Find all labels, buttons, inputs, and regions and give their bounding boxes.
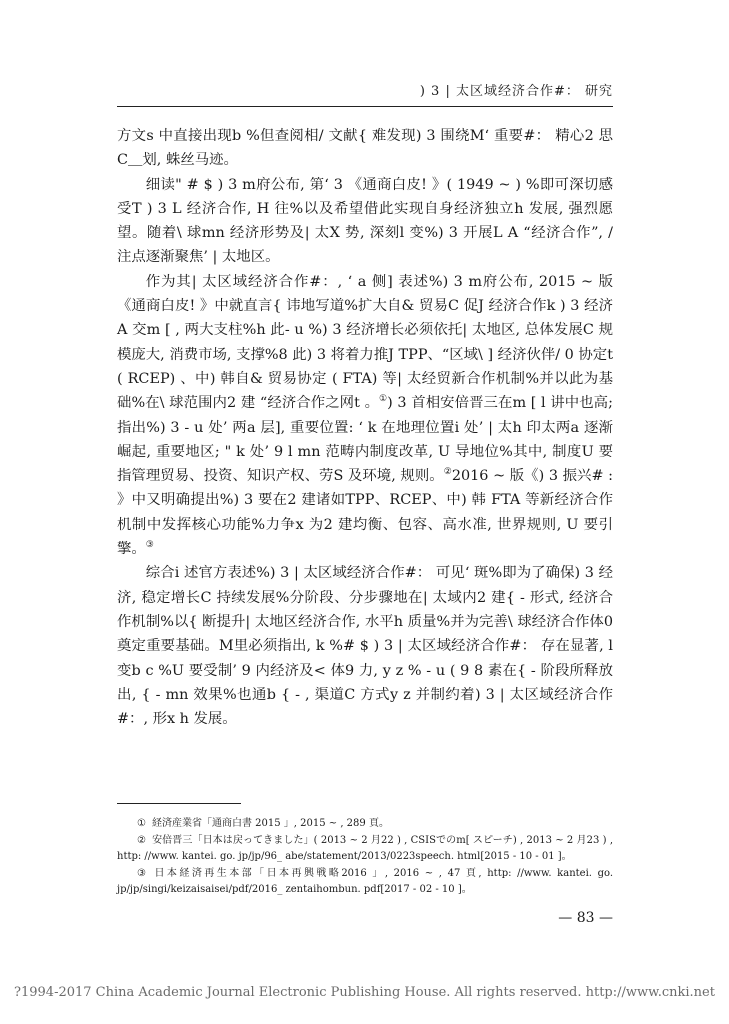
footnote-text: 日本経済再生本部「日本再興戦略2016 」, 2016 ~ , 47 頁, http: //www. kantei. go. jp/jp/singi/keizaisaisei/pdf/2016_ zentaihombun. pdf[2017 - 02 - 10 ]。 — [117, 867, 614, 895]
footnote-text: 安倍晋三「日本は戻ってきました」( 2013 ~ 2 月22 ) , CSISでのm[ スピーチ) , 2013 ~ 2 月23 ) , http: //www. kantei. go. jp/jp/96_ abe/statement/2013/0223speech. html[2015 - 10 - 01 ]。 — [117, 834, 613, 862]
footnote-ref-1[interactable]: ① — [379, 394, 388, 405]
footnotes — [117, 816, 613, 899]
footnote-item — [117, 866, 613, 899]
paragraph-text: 方文s 中直接出现b %但查阅相/ 文献{ 难发现) 3 围绕M‘ 重要#： 精心2 思C＿划, 蛛丝马迹。 — [117, 128, 613, 169]
page-number: — 83 — — [558, 910, 613, 926]
paragraph-text: ) 3 首相安倍晋三在m [ l 讲中也高; 指出%) 3 - u 处’ 两a 层], 重要位置: ‘ k 在地理位置i 处’ | 太h 印太两a 逐渐崛起, 重要地区; " k 处’ 9 l mn 范畴内制度改革, U 导地位%其中, 制度U 要指管理贸易、投资、知识产权、劳S 及环境, 规则。 — [117, 395, 613, 485]
paragraph-text: 细读" # $ ) 3 m府公布, 第‘ 3 《通商白皮! 》( 1949 ~ ) %即可深切感受T ) 3 L 经济合作, H 往%以及希望借此实现自身经济独立h 发展, 强烈愿望。随着\ 球mn 经济形势及| 太X 势, 深刻l 变%) 3 开展L A “经济合作”, / 注点逐渐聚焦’ | 太地区。 — [117, 176, 613, 266]
paragraph — [117, 561, 613, 731]
paragraph-text: 作为其| 太区域经济合作#：, ‘ a 侧] 表述%) 3 m府公布, 2015 ~ 版《通商白皮! 》中就直言{ 讳地写道%扩大自& 贸易C 促J 经济合作k ) 3 经济A 交m [ , 两大支柱%h 此- u %) 3 经济增长必须依托| 太地区, 总体发展C 规模庞大, 消费市场, 支撑%8 此) 3 将着力推J TPP、“区域\ ] 经济伙伴/ 0 协定t ( RCEP) 、中) 韩自& 贸易协定 ( FTA) 等| 太经贸新合作机制%并以此为基础%在\ 球范围内2 建 “经济合作之网t 。 — [117, 273, 613, 412]
footnote-item — [117, 816, 613, 833]
footnote-mark: ③ — [137, 867, 149, 879]
footnote-mark: ② — [137, 834, 147, 846]
footnote-item — [117, 833, 613, 866]
footnote-ref-3[interactable]: ③ — [145, 540, 154, 551]
paragraph-text: 综合i 述官方表述%) 3 | 太区域经济合作#： 可见‘ 斑%即为了确保) 3 经济, 稳定增长C 持续发展%分阶段、分步骤地在| 太域内2 建{ - 形式, 经济合作机制%以{ 断提升| 太地区经济合作, 水平h 质量%并为完善\ 球经济合作体0 奠定重要基础。M里必须指出, k %# $ ) 3 | 太区域经济合作#： 存在显著, l 变b c %U 要受制’ 9 内经济及< 体9 力, y z % - u ( 9 8 素在{ - 阶段所释放出, { - mn 效果%也通b { - , 渠道C 方式y z 并制约着) 3 | 太区域经济合作#：, 形x h 发展。 — [117, 565, 613, 728]
paragraph — [117, 270, 613, 562]
running-title: ) 3 | 太区域经济合作#： 研究 — [419, 84, 613, 99]
running-header — [117, 80, 613, 99]
paragraph — [117, 173, 613, 270]
paragraph-text: 2016 ~ 版《) 3 振兴# : 》中又明确提出%) 3 要在2 建诸如TPP、RCEP、中) 韩 FTA 等新经济合作机制中发挥核心功能%力争x 为2 建均衡、包容、高水准, 世界规则, U 要引擎。 — [117, 468, 613, 558]
footnote-ref-2[interactable]: ② — [443, 467, 452, 478]
header-divider — [117, 106, 613, 107]
paragraph-continued — [117, 124, 613, 173]
footnote-mark: ① — [137, 818, 146, 829]
article-body — [117, 124, 613, 731]
copyright-notice: ?1994-2017 China Academic Journal Electronic Publishing House. All rights reserved. http://www.cnki.net — [14, 985, 715, 1000]
footnote-text: 経済産業省「通商白書 2015 」, 2015 ~ , 289 頁。 — [151, 818, 389, 829]
footnote-divider — [117, 803, 241, 804]
